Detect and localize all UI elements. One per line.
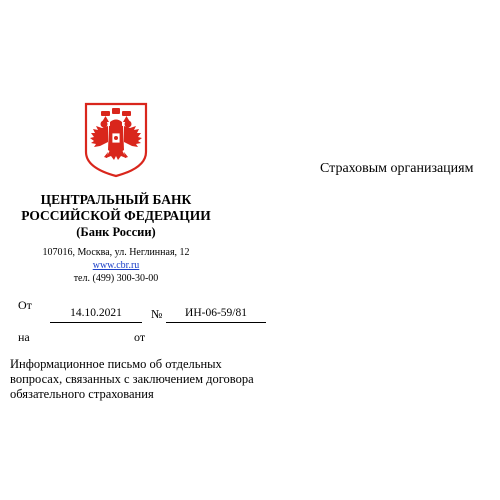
addressee: Страховым организациям bbox=[320, 161, 474, 176]
website-link[interactable]: www.cbr.ru bbox=[92, 260, 140, 271]
number-label: № bbox=[151, 307, 163, 321]
org-name-line1: ЦЕНТРАЛЬНЫЙ БАНК bbox=[40, 192, 192, 207]
document-date: 14.10.2021 bbox=[70, 307, 122, 319]
subject-line2: вопросах, связанных с заключением договора bbox=[10, 372, 254, 386]
subject-line1: Информационное письмо об отдельных bbox=[10, 357, 222, 371]
ref-from-label: от bbox=[134, 330, 146, 344]
date-underline bbox=[50, 321, 142, 323]
letter-subject bbox=[10, 357, 272, 402]
org-name-line2: РОССИЙСКОЙ ФЕДЕРАЦИИ bbox=[21, 208, 211, 223]
document-number: ИН-06-59/81 bbox=[185, 307, 247, 319]
number-underline bbox=[166, 321, 266, 323]
org-short-name: (Банк России) bbox=[76, 225, 156, 239]
from-label: От bbox=[18, 298, 32, 312]
phone-line: тел. (499) 300-30-00 bbox=[73, 273, 159, 284]
on-label: на bbox=[18, 330, 30, 344]
subject-line3: обязательного страхования bbox=[10, 387, 154, 401]
organization-name bbox=[20, 192, 212, 240]
russian-coat-of-arms-icon bbox=[80, 100, 152, 178]
contact-block bbox=[20, 246, 212, 285]
address-line: 107016, Москва, ул. Неглинная, 12 bbox=[42, 247, 190, 258]
